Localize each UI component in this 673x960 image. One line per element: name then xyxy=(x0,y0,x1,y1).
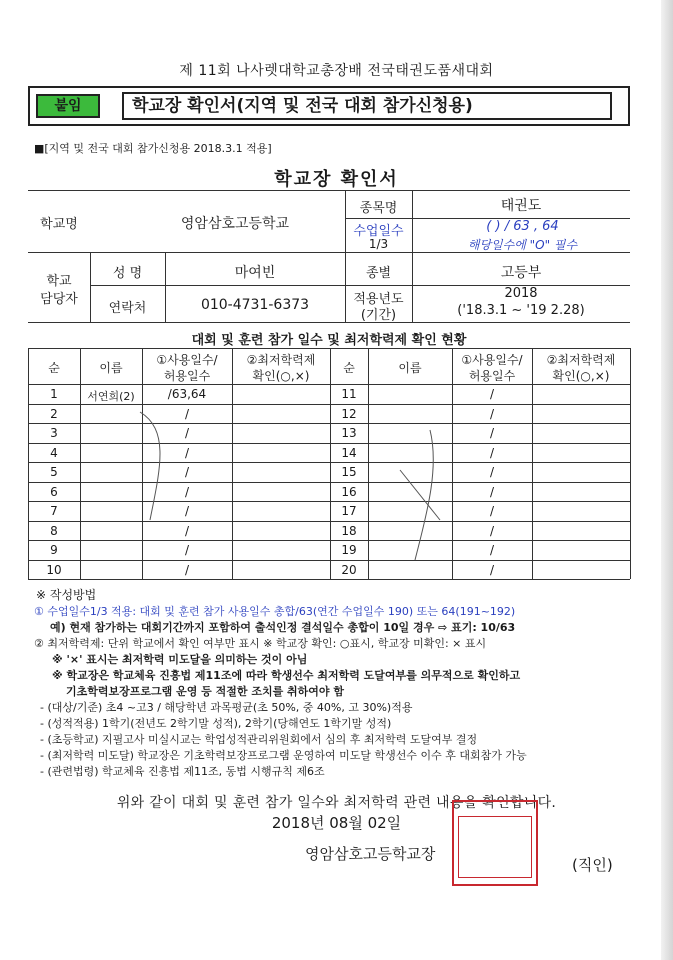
table-rule xyxy=(28,579,630,580)
type-value: 고등부 xyxy=(500,265,542,281)
col-grade-header-sub: 확인(○,×) xyxy=(252,369,310,383)
row-number: 15 xyxy=(341,465,357,479)
row-number: 1 xyxy=(50,387,58,401)
row-days: / xyxy=(184,484,190,499)
col-grade-header: ②최저학력제 xyxy=(546,353,616,367)
row-name: 서연희(2) xyxy=(87,390,135,403)
manager-label: 학교 xyxy=(46,274,72,289)
row-number: 17 xyxy=(341,504,357,518)
row-number: 18 xyxy=(341,523,357,538)
col-days-header: ①사용일수/ xyxy=(156,353,218,367)
seal-inner-border xyxy=(458,816,532,878)
rule xyxy=(28,348,630,349)
row-days: / xyxy=(184,406,190,421)
table-rule xyxy=(28,384,630,385)
row-number: 16 xyxy=(341,484,357,499)
col-name-header: 이름 xyxy=(99,361,123,375)
table-rule xyxy=(28,443,630,444)
col-name-header: 이름 xyxy=(398,361,422,375)
type-label: 종별 xyxy=(365,266,392,281)
row-days: / xyxy=(184,543,190,557)
name-value: 마여빈 xyxy=(234,265,276,281)
instruction-line: ※ 학교장은 학교체육 진흥법 제11조에 따라 학생선수 최저학력 도달여부를 의무적으로 확인하고 xyxy=(52,669,521,682)
row-number: 5 xyxy=(50,465,58,479)
row-days: / xyxy=(489,543,495,557)
table-rule xyxy=(630,348,631,579)
row-number: 6 xyxy=(50,484,58,499)
row-number: 7 xyxy=(50,504,58,518)
table-rule xyxy=(28,540,630,541)
row-days: / xyxy=(184,523,190,538)
table-rule xyxy=(80,348,81,579)
table-rule xyxy=(28,423,630,424)
row-days: / xyxy=(489,445,495,460)
instruction-line: ① 수업일수1/3 적용: 대회 및 훈련 참가 사용일수 총합/63(연간 수업일수 190) 또는 64(191~192) xyxy=(34,605,516,618)
row-days: / xyxy=(489,465,495,479)
document-title: 학교장 확인서(지역 및 전국 대회 참가신청용) xyxy=(122,92,612,120)
col-no-header: 순 xyxy=(48,361,60,375)
row-days: / xyxy=(184,445,190,460)
instruction-line: - (대상/기준) 초4 ~고3 / 해당학년 과목평균(초 50%, 중 40%, 고 30%)적용 xyxy=(40,701,413,714)
rule xyxy=(28,190,630,191)
confirmation-text: 위와 같이 대회 및 훈련 참가 일수와 최저학력 관련 내용을 확인합니다. xyxy=(116,795,557,811)
row-days: / xyxy=(184,426,190,440)
row-number: 8 xyxy=(50,523,58,538)
row-days: / xyxy=(184,562,190,577)
official-seal-stamp xyxy=(452,800,538,886)
instruction-line: 기초학력보장프로그램 운영 등 적절한 조치를 취하여야 함 xyxy=(66,685,344,698)
title-bar xyxy=(28,86,630,126)
row-number: 11 xyxy=(341,387,357,401)
table-rule xyxy=(28,482,630,483)
row-days: / xyxy=(184,465,190,479)
manager-label-2: 담당자 xyxy=(40,292,78,307)
row-number: 14 xyxy=(341,445,357,460)
col-days-header-sub: 허용일수 xyxy=(468,369,516,383)
strike-mark-cross xyxy=(400,470,440,520)
event-value: 태권도 xyxy=(500,198,542,214)
days-value: ( ) / 63 , 64 xyxy=(486,219,559,234)
instructions-heading: ※ 작성방법 xyxy=(36,588,97,602)
instruction-line: ※ '×' 표시는 최저학력 미도달을 의미하는 것이 아님 xyxy=(52,653,308,666)
instruction-line: - (관련법령) 학교체육 진흥법 제11조, 동법 시행규칙 제6조 xyxy=(40,765,325,778)
table-rule xyxy=(368,348,369,579)
year-value: 2018 xyxy=(504,286,538,301)
table-rule xyxy=(28,521,630,522)
instruction-line: - (초등학교) 지필고사 미실시교는 학업성적관리위원회에서 심의 후 최저학력 도달여부 결정 xyxy=(40,733,478,746)
signer-name: 영암삼호고등학교장 xyxy=(305,845,436,863)
name-label: 성 명 xyxy=(112,266,143,281)
section-title: 대회 및 훈련 참가 일수 및 최저학력제 확인 현황 xyxy=(191,333,467,348)
contact-label: 연락처 xyxy=(108,301,147,316)
year-label: 적용년도 xyxy=(353,292,404,307)
instruction-line: - (성적적용) 1학기(전년도 2학기말 성적), 2학기(당해연도 1학기말 성적) xyxy=(40,717,392,730)
row-number: 20 xyxy=(341,562,357,577)
row-number: 9 xyxy=(50,543,58,557)
row-days: /63,64 xyxy=(167,387,207,401)
row-number: 4 xyxy=(50,445,58,460)
applicability-note: ■[지역 및 전국 대회 참가신청용 2018.3.1 적용] xyxy=(34,142,272,155)
row-number: 13 xyxy=(341,426,357,440)
table-rule xyxy=(28,560,630,561)
row-days: / xyxy=(489,426,495,440)
main-title: 학교장 확인서 xyxy=(274,169,399,190)
table-rule xyxy=(532,348,533,579)
school-value: 영암삼호고등학교 xyxy=(180,216,290,232)
table-rule xyxy=(232,348,233,579)
instruction-line: 예) 현재 참가하는 대회기간까지 포함하여 출석인정 결석일수 총합이 10일 경우 ⇨ 표기: 10/63 xyxy=(50,621,516,634)
confirmation-date: 2018년 08월 02일 xyxy=(271,814,402,832)
row-days: / xyxy=(489,504,495,518)
row-number: 3 xyxy=(50,426,58,440)
year-label-2: (기간) xyxy=(360,308,397,323)
row-days: / xyxy=(489,387,495,401)
school-label: 학교명 xyxy=(40,217,78,232)
table-rule xyxy=(28,501,630,502)
competition-title: 제 11회 나사렛대학교총장배 전국태권도품새대회 xyxy=(179,63,494,79)
event-label: 종목명 xyxy=(359,201,398,216)
col-grade-header-sub: 확인(○,×) xyxy=(552,369,610,383)
year-range: ('18.3.1 ~ '19 2.28) xyxy=(457,303,585,318)
row-days: / xyxy=(184,504,190,518)
table-rule xyxy=(28,462,630,463)
row-days: / xyxy=(489,406,495,421)
col-days-header-sub: 허용일수 xyxy=(163,369,211,383)
row-number: 12 xyxy=(341,406,357,421)
row-number: 19 xyxy=(341,543,357,557)
row-number: 2 xyxy=(50,406,58,421)
instruction-line: - (최저학력 미도달) 학교장은 기초학력보장프로그램 운영하여 미도달 학생선수 이수 후 대회참가 가능 xyxy=(40,749,527,762)
days-label: 수업일수 xyxy=(353,224,404,239)
col-days-header: ①사용일수/ xyxy=(461,353,523,367)
row-days: / xyxy=(489,562,495,577)
col-grade-header: ②최저학력제 xyxy=(246,353,316,367)
row-days: / xyxy=(489,484,495,499)
days-hint: 해당일수에 "O" 필수 xyxy=(467,238,578,252)
days-label-ratio: 1/3 xyxy=(368,237,389,251)
attachment-badge: 붙임 xyxy=(36,94,100,118)
instruction-line: ② 최저학력제: 단위 학교에서 확인 여부만 표시 ※ 학교장 확인: ○표시, 학교장 미확인: × 표시 xyxy=(34,637,487,650)
seal-label: (직인) xyxy=(572,856,613,874)
row-number: 10 xyxy=(46,562,62,577)
row-days: / xyxy=(489,523,495,538)
rule xyxy=(28,322,630,323)
col-no-header: 순 xyxy=(343,361,355,375)
contact-value: 010-4731-6373 xyxy=(200,297,310,313)
